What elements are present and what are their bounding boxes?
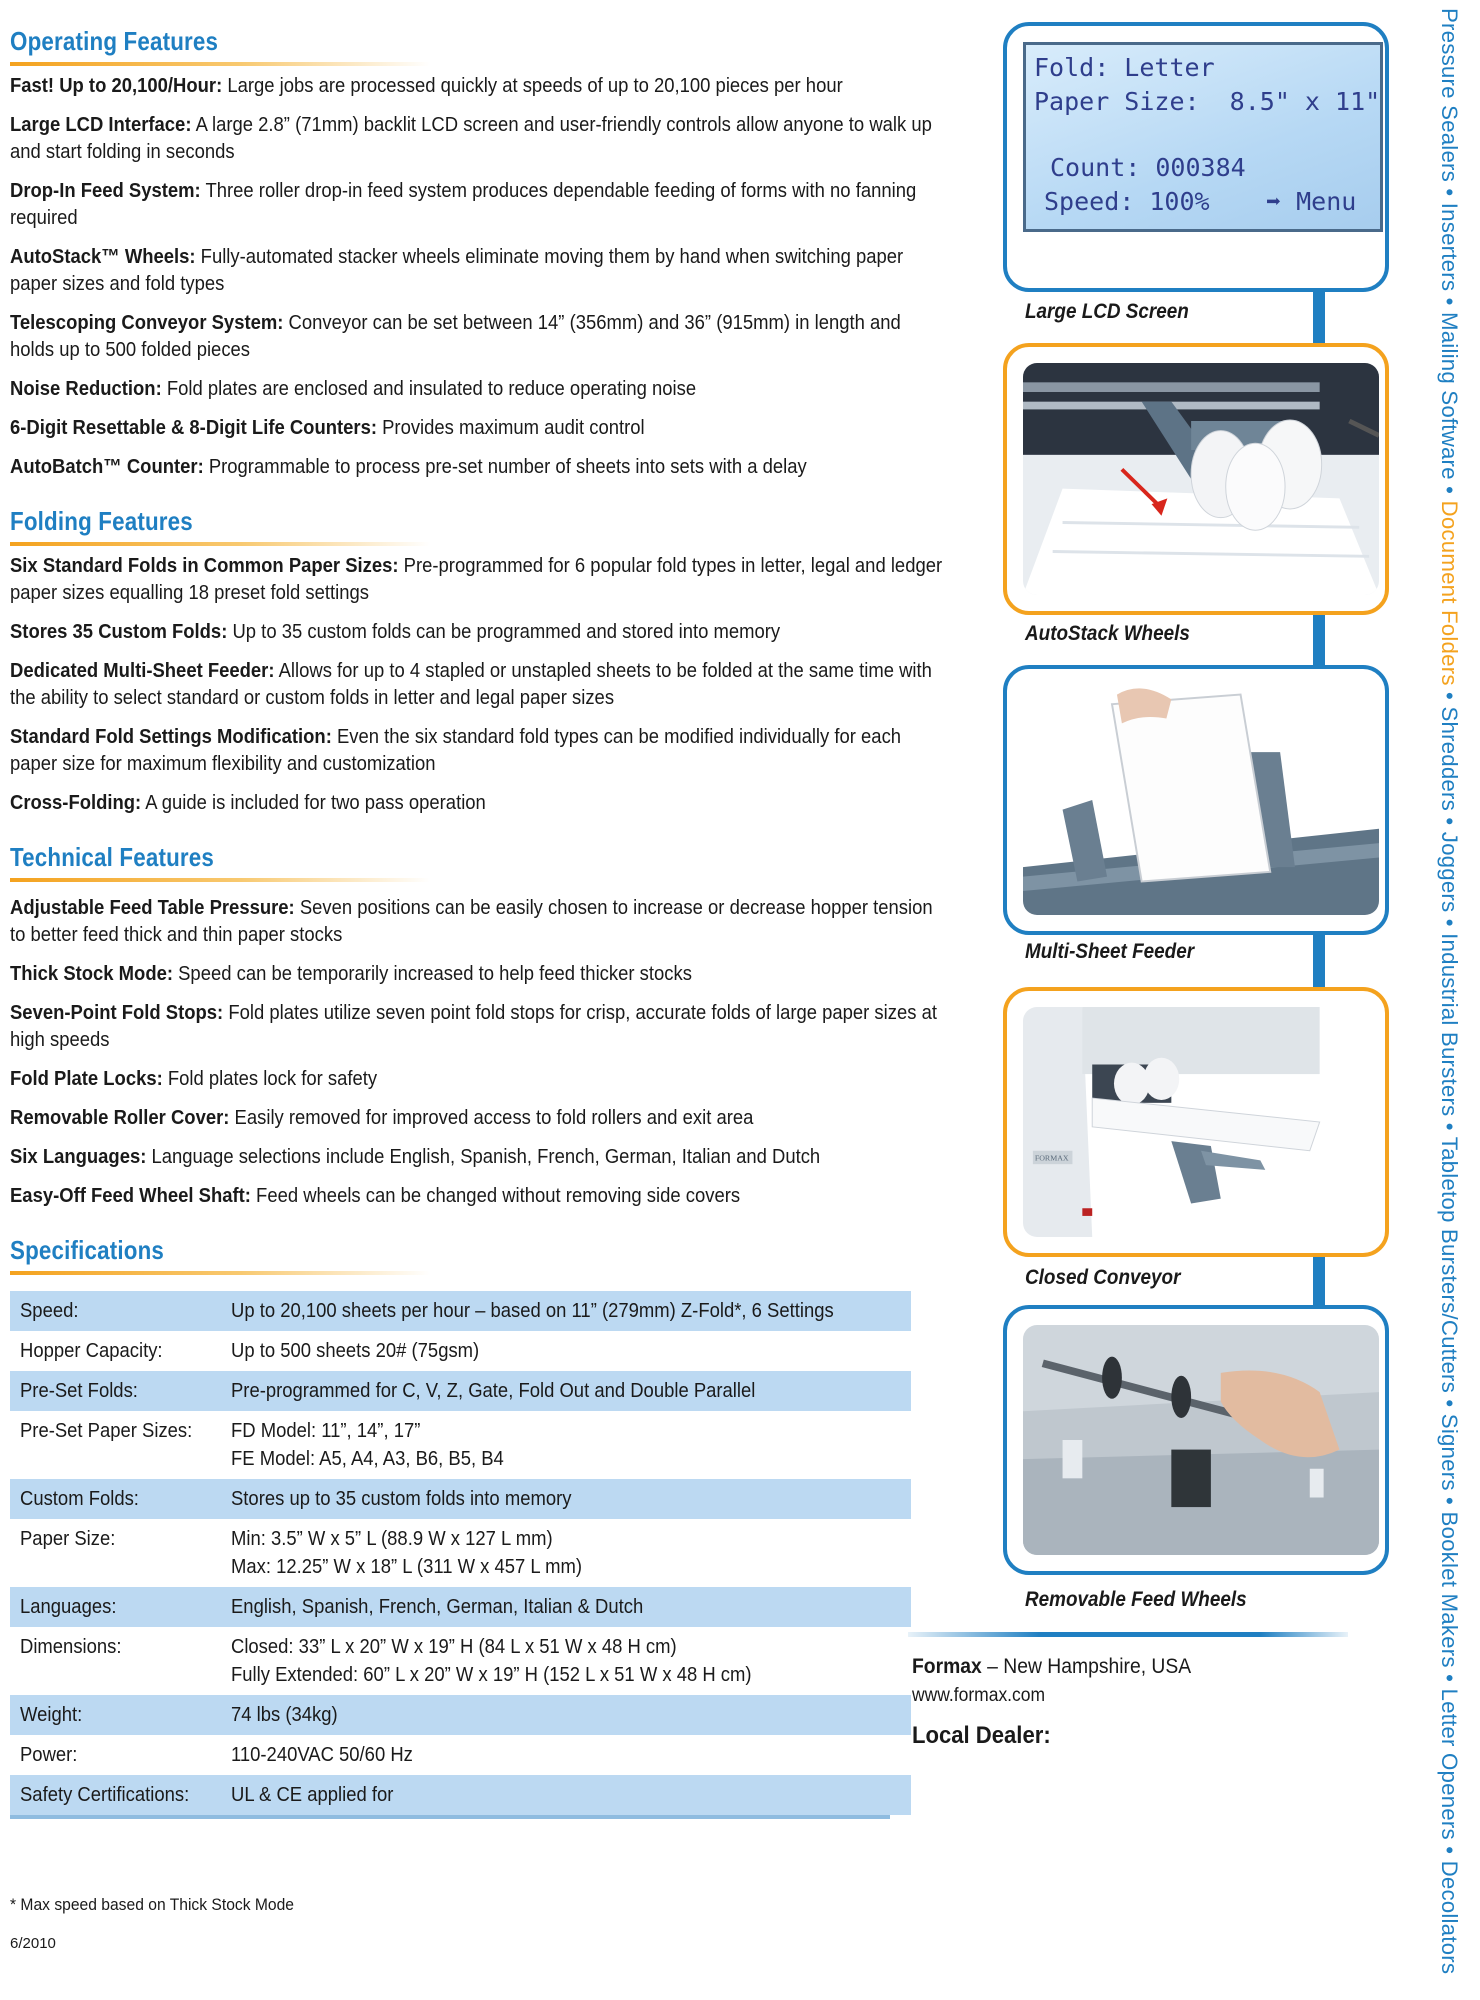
brand-label: FORMAX <box>1034 1153 1069 1163</box>
specifications-header <box>10 1231 945 1281</box>
feature-item: Cross-Folding: A guide is included for two pass operation <box>10 791 486 814</box>
lcd-line: Speed: 100% <box>1044 187 1210 216</box>
category-item: Mailing Software <box>1437 311 1462 480</box>
print-date: 6/2010 <box>10 1935 56 1952</box>
caption: AutoStack Wheels <box>1025 622 1190 645</box>
caption: Large LCD Screen <box>1025 300 1189 323</box>
feature-item: AutoBatch™ Counter: Programmable to process pre-set number of sheets into sets with a delay <box>10 455 807 478</box>
section-rule <box>10 878 430 882</box>
category-item: Decollators <box>1437 1860 1462 1975</box>
feature-item: Drop-In Feed System: Three roller drop-in feed system produces dependable feeding of forms with no fanning required <box>10 179 917 229</box>
bullet-separator: • <box>1437 810 1462 832</box>
bullet-separator: • <box>1437 1490 1462 1512</box>
table-row: Custom Folds: Stores up to 35 custom folds into memory <box>10 1479 911 1519</box>
connector-bar <box>1313 290 1325 345</box>
photo-image <box>1023 685 1379 915</box>
feature-item: Six Languages: Language selections include English, Spanish, French, German, Italian and Dutch <box>10 1145 821 1168</box>
specifications-table <box>10 1291 911 1815</box>
table-row: Paper Size: Min: 3.5” W x 5” L (88.9 W x 127 L mm) Max: 12.25” W x 18” L (311 W x 457 L mm) <box>20 1527 583 1578</box>
category-item: Letter Openers <box>1437 1688 1462 1840</box>
operating-features-list <box>10 72 945 480</box>
removable-feed-wheels-photo <box>1003 1305 1389 1575</box>
feature-item: Seven-Point Fold Stops: Fold plates utilize seven point fold stops for crisp, accurate folds of large paper sizes at high speeds <box>10 1001 937 1051</box>
local-dealer-label: Local Dealer: <box>912 1722 1051 1749</box>
feature-item: Fast! Up to 20,100/Hour: Large jobs are processed quickly at speeds of up to 20,100 pieces per hour <box>10 74 843 97</box>
lcd-display <box>1023 42 1383 232</box>
caption: Removable Feed Wheels <box>1025 1588 1247 1611</box>
table-row: Hopper Capacity: Up to 500 sheets 20# (75gsm) <box>20 1339 480 1362</box>
category-item: Inserters <box>1437 202 1462 292</box>
feature-item: 6-Digit Resettable & 8-Digit Life Counters: Provides maximum audit control <box>10 416 645 439</box>
table-row: Speed: Up to 20,100 sheets per hour – based on 11” (279mm) Z-Fold*, 6 Settings <box>10 1291 911 1331</box>
bullet-separator: • <box>1437 1839 1462 1861</box>
bullet-separator: • <box>1437 1667 1462 1689</box>
company-name: Formax <box>912 1655 982 1678</box>
left-column <box>10 22 945 1819</box>
lcd-screen-photo <box>1003 22 1389 292</box>
table-row: Pre-Set Folds: Pre-programmed for C, V, Z, Gate, Fold Out and Double Parallel <box>10 1371 911 1411</box>
operating-features-header <box>10 22 945 72</box>
caption: Closed Conveyor <box>1025 1266 1181 1289</box>
feature-item: Adjustable Feed Table Pressure: Seven positions can be easily chosen to increase or decrease hopper tension to better feed thick and thin paper stocks <box>10 896 933 946</box>
table-row: Languages: English, Spanish, French, German, Italian & Dutch <box>10 1587 911 1627</box>
lcd-line: Paper Size: 8.5" x 11" <box>1034 87 1381 116</box>
bullet-separator: • <box>1437 479 1462 501</box>
connector-bar <box>1313 930 1325 990</box>
section-title: Technical Features <box>10 842 215 872</box>
feature-item: AutoStack™ Wheels: Fully-automated stacker wheels eliminate moving them by hand when switching paper paper sizes and fold types <box>10 245 904 295</box>
arrow-right-icon: ➡ <box>1266 187 1282 216</box>
feature-item: Thick Stock Mode: Speed can be temporarily increased to help feed thicker stocks <box>10 962 692 985</box>
feature-item: Standard Fold Settings Modification: Even the six standard fold types can be modified individually for each paper size for maximum flexibility and customization <box>10 725 902 775</box>
technical-features-list <box>10 894 945 1209</box>
company-url[interactable]: www.formax.com <box>912 1685 1046 1706</box>
company-rule <box>908 1632 1348 1637</box>
feature-item: Easy-Off Feed Wheel Shaft: Feed wheels can be changed without removing side covers <box>10 1184 741 1207</box>
lcd-menu: ➡ Menu <box>1266 187 1357 216</box>
category-item: Pressure Sealers <box>1437 8 1462 182</box>
table-bottom-rule <box>10 1815 890 1819</box>
folding-features-header <box>10 502 945 552</box>
connector-bar <box>1313 1255 1325 1305</box>
photo-image <box>1023 1007 1379 1237</box>
caption: Multi-Sheet Feeder <box>1025 940 1195 963</box>
technical-features-header <box>10 838 945 888</box>
feature-item: Noise Reduction: Fold plates are enclosed and insulated to reduce operating noise <box>10 377 697 400</box>
photo-image <box>1023 1325 1379 1555</box>
photo-image <box>1023 363 1379 595</box>
category-item: Booklet Makers <box>1437 1511 1462 1668</box>
bullet-separator: • <box>1437 291 1462 312</box>
section-title: Folding Features <box>10 506 193 536</box>
section-rule <box>10 542 430 546</box>
footnote: * Max speed based on Thick Stock Mode <box>10 1895 295 1914</box>
company-line <box>912 1655 1191 1679</box>
table-row: Weight: 74 lbs (34kg) <box>10 1695 911 1735</box>
bullet-separator: • <box>1437 1116 1462 1137</box>
lcd-line: Count: 000384 <box>1050 153 1246 182</box>
folding-features-list <box>10 552 945 816</box>
feature-item: Large LCD Interface: A large 2.8” (71mm) backlit LCD screen and user-friendly controls allow anyone to walk up and start folding in seconds <box>10 113 932 163</box>
feature-item: Telescoping Conveyor System: Conveyor can be set between 14” (356mm) and 36” (915mm) in length and holds up to 500 folded pieces <box>10 311 901 361</box>
bullet-separator: • <box>1437 912 1462 934</box>
feature-item: Stores 35 Custom Folds: Up to 35 custom folds can be programmed and stored into memory <box>10 620 781 643</box>
category-item: Shredders <box>1437 706 1462 811</box>
closed-conveyor-photo <box>1003 987 1389 1257</box>
company-location: – New Hampshire, USA <box>981 1655 1192 1678</box>
feature-item: Fold Plate Locks: Fold plates lock for safety <box>10 1067 378 1090</box>
category-item: Document Folders <box>1437 500 1462 686</box>
bullet-separator: • <box>1437 1392 1462 1414</box>
lcd-line: Fold: Letter <box>1034 53 1215 82</box>
section-rule <box>10 62 430 66</box>
multi-sheet-feeder-photo <box>1003 665 1389 935</box>
autostack-photo <box>1003 343 1389 615</box>
table-row: Safety Certifications: UL & CE applied for <box>10 1775 911 1815</box>
table-row: Pre-Set Paper Sizes: FD Model: 11”, 14”, 17” FE Model: A5, A4, A3, B6, B5, B4 <box>20 1419 505 1470</box>
product-category-banner <box>1436 8 1462 1974</box>
feature-item: Dedicated Multi-Sheet Feeder: Allows for up to 4 stapled or unstapled sheets to be folded at the same time with the ability to select standard or custom folds in letter and legal paper sizes <box>10 659 932 709</box>
category-item: Joggers <box>1437 831 1462 913</box>
section-title: Specifications <box>10 1235 165 1265</box>
category-item: Tabletop Bursters/Cutters <box>1437 1136 1462 1393</box>
feature-item: Removable Roller Cover: Easily removed for improved access to fold rollers and exit area <box>10 1106 754 1129</box>
section-title: Operating Features <box>10 26 219 56</box>
category-item: Signers <box>1437 1413 1462 1491</box>
category-item: Industrial Bursters <box>1437 933 1462 1117</box>
table-row: Dimensions: Closed: 33” L x 20” W x 19” H (84 L x 51 W x 48 H cm) Fully Extended: 60” L x 20” W x 19” H (152 L x 51 W x 48 H cm) <box>20 1635 752 1686</box>
section-rule <box>10 1271 430 1275</box>
bullet-separator: • <box>1437 181 1462 203</box>
connector-bar <box>1313 612 1325 672</box>
bullet-separator: • <box>1437 685 1462 707</box>
table-row: Power: 110-240VAC 50/60 Hz <box>20 1743 414 1766</box>
feature-item: Six Standard Folds in Common Paper Sizes: Pre-programmed for 6 popular fold types in letter, legal and ledger paper sizes equalling 18 preset fold settings <box>10 554 943 604</box>
